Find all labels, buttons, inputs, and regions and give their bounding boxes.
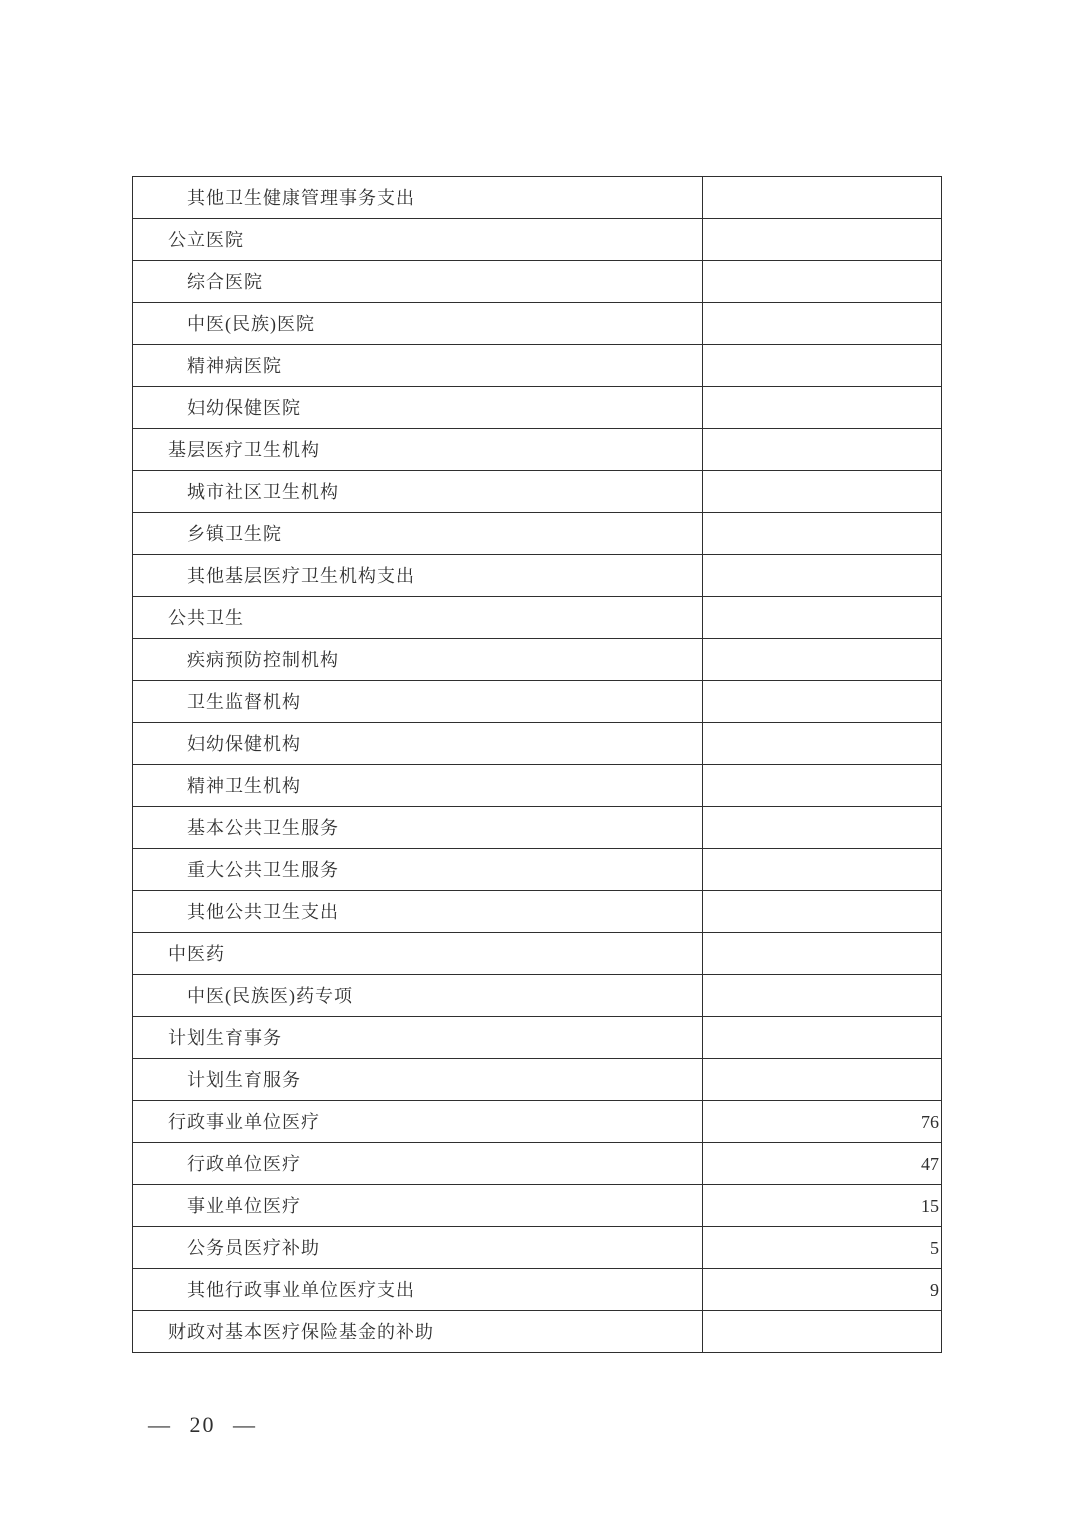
row-value	[703, 471, 941, 512]
row-value	[703, 933, 941, 974]
table-row	[133, 975, 941, 1017]
row-value: 47	[921, 1153, 939, 1174]
table-row	[133, 597, 941, 639]
table-row	[133, 1269, 941, 1311]
row-value	[703, 849, 941, 890]
row-label: 城市社区卫生机构	[133, 471, 703, 512]
table-row	[133, 1143, 941, 1185]
row-value	[703, 387, 941, 428]
table-row	[133, 219, 941, 261]
budget-table	[132, 176, 942, 1353]
row-value	[703, 345, 941, 386]
table-row	[133, 723, 941, 765]
table-row	[133, 1311, 941, 1352]
row-label: 其他卫生健康管理事务支出	[133, 177, 703, 218]
table-row	[133, 261, 941, 303]
row-label: 行政事业单位医疗	[133, 1101, 703, 1142]
row-label: 妇幼保健医院	[133, 387, 703, 428]
row-label: 公立医院	[133, 219, 703, 260]
table-row	[133, 1185, 941, 1227]
table-row	[133, 1059, 941, 1101]
row-value: 15	[921, 1195, 939, 1216]
row-label: 基层医疗卫生机构	[133, 429, 703, 470]
row-value	[703, 261, 941, 302]
row-value	[703, 639, 941, 680]
table-row	[133, 387, 941, 429]
table-row	[133, 345, 941, 387]
table-row	[133, 303, 941, 345]
row-label: 财政对基本医疗保险基金的补助	[133, 1311, 703, 1352]
row-label: 妇幼保健机构	[133, 723, 703, 764]
row-value	[703, 555, 941, 596]
row-value	[703, 1017, 941, 1058]
row-label: 行政单位医疗	[133, 1143, 703, 1184]
table-row	[133, 429, 941, 471]
row-value	[703, 681, 941, 722]
row-value: 76	[921, 1111, 939, 1132]
row-label: 中医(民族)医院	[133, 303, 703, 344]
row-value	[703, 807, 941, 848]
row-label: 计划生育服务	[133, 1059, 703, 1100]
row-label: 中医药	[133, 933, 703, 974]
row-label: 乡镇卫生院	[133, 513, 703, 554]
row-label: 其他公共卫生支出	[133, 891, 703, 932]
table-row	[133, 849, 941, 891]
row-value	[703, 429, 941, 470]
row-value	[703, 303, 941, 344]
row-value	[703, 891, 941, 932]
page-number: — 20 —	[148, 1412, 257, 1437]
row-label: 综合医院	[133, 261, 703, 302]
table-row	[133, 933, 941, 975]
row-label: 其他基层医疗卫生机构支出	[133, 555, 703, 596]
row-label: 事业单位医疗	[133, 1185, 703, 1226]
row-label: 中医(民族医)药专项	[133, 975, 703, 1016]
row-value	[703, 975, 941, 1016]
row-value	[703, 1311, 941, 1352]
row-value	[703, 723, 941, 764]
row-label: 公共卫生	[133, 597, 703, 638]
row-label: 其他行政事业单位医疗支出	[133, 1269, 703, 1310]
table-row	[133, 555, 941, 597]
row-label: 卫生监督机构	[133, 681, 703, 722]
row-label: 精神病医院	[133, 345, 703, 386]
table-row	[133, 1017, 941, 1059]
row-value	[703, 1059, 941, 1100]
row-value	[703, 513, 941, 554]
row-value	[703, 597, 941, 638]
table-row	[133, 471, 941, 513]
table-row	[133, 177, 941, 219]
table-row	[133, 891, 941, 933]
row-value: 9	[930, 1279, 939, 1300]
table-row	[133, 681, 941, 723]
row-label: 重大公共卫生服务	[133, 849, 703, 890]
table-row	[133, 1101, 941, 1143]
table-row	[133, 513, 941, 555]
row-label: 基本公共卫生服务	[133, 807, 703, 848]
row-label: 精神卫生机构	[133, 765, 703, 806]
row-value	[703, 219, 941, 260]
table-row	[133, 765, 941, 807]
row-value: 5	[930, 1237, 939, 1258]
table-row	[133, 1227, 941, 1269]
row-label: 疾病预防控制机构	[133, 639, 703, 680]
row-label: 公务员医疗补助	[133, 1227, 703, 1268]
row-label: 计划生育事务	[133, 1017, 703, 1058]
row-value	[703, 765, 941, 806]
table-row	[133, 807, 941, 849]
row-value	[703, 177, 941, 218]
table-row	[133, 639, 941, 681]
